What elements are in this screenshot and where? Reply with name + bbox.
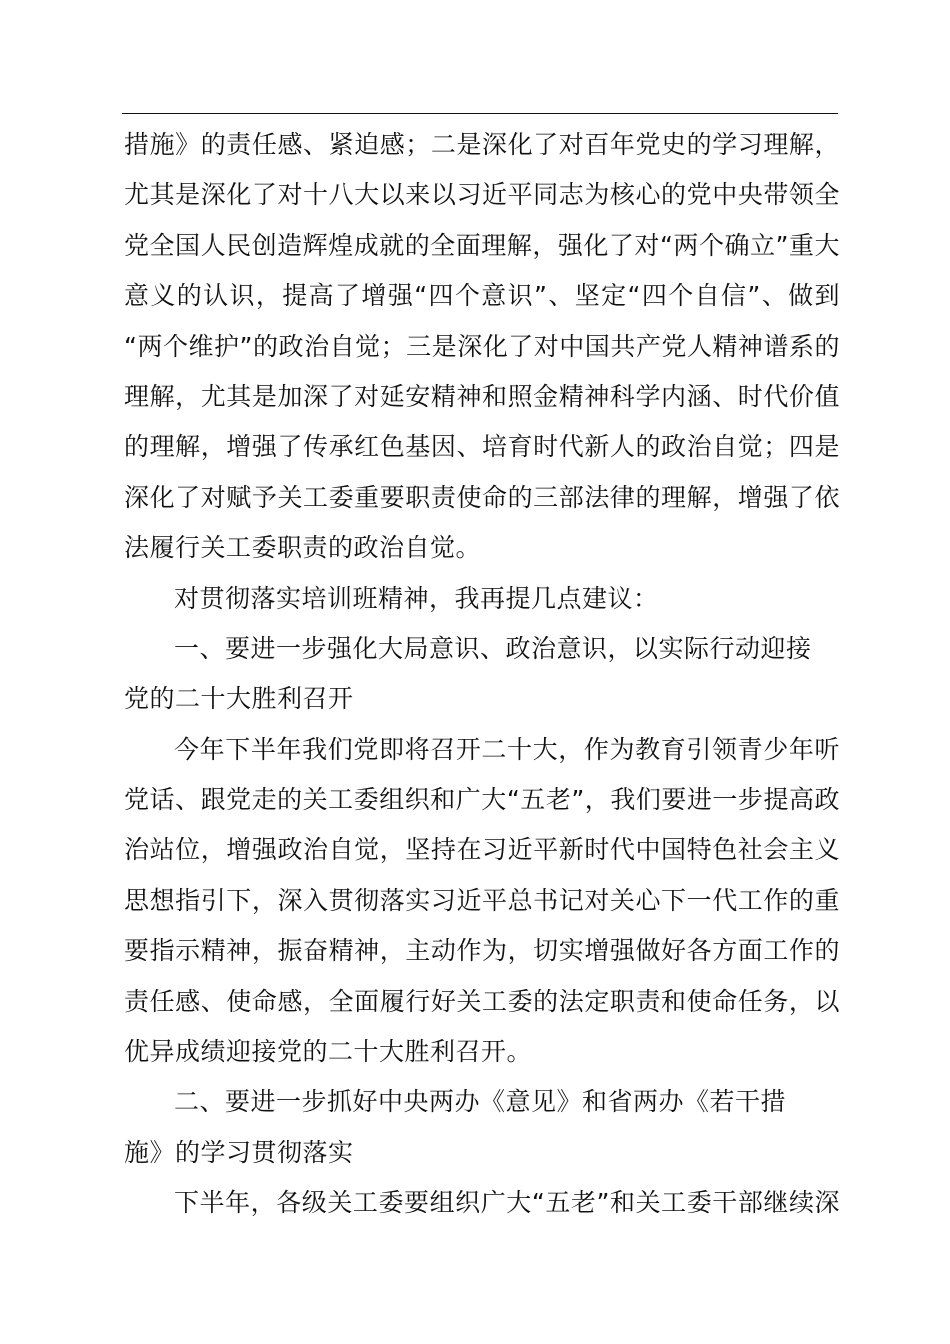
text-line: 责任感、使命感，全面履行好关工委的法定职责和使命任务，以: [124, 986, 840, 1016]
section-heading: 党的二十大胜利召开: [124, 684, 354, 714]
text-line: 要指示精神，振奋精神，主动作为，切实增强做好各方面工作的: [124, 936, 840, 966]
header-rule: [122, 113, 838, 114]
text-line: 今年下半年我们党即将召开二十大，作为教育引领青少年听: [174, 734, 840, 764]
text-line: 优异成绩迎接党的二十大胜利召开。: [124, 1037, 533, 1067]
section-heading: 一、要进一步强化大局意识、政治意识，以实际行动迎接: [174, 633, 812, 663]
text-line: 的理解，增强了传承红色基因、培育时代新人的政治自觉；四是: [124, 432, 840, 462]
text-line: 尤其是深化了对十八大以来以习近平同志为核心的党中央带领全: [124, 180, 840, 210]
text-line: 下半年，各级关工委要组织广大“五老”和关工委干部继续深: [174, 1188, 840, 1218]
text-line: 意义的认识，提高了增强“四个意识”、坚定“四个自信”、做到: [124, 281, 840, 311]
text-line: 党话、跟党走的关工委组织和广大“五老”，我们要进一步提高政: [124, 785, 840, 815]
text-line: 措施》的责任感、紧迫感；二是深化了对百年党史的学习理解，: [124, 130, 840, 159]
section-heading: 二、要进一步抓好中央两办《意见》和省两办《若干措: [174, 1087, 787, 1117]
section-heading: 施》的学习贯彻落实: [124, 1137, 354, 1167]
text-line: 治站位，增强政治自觉，坚持在习近平新时代中国特色社会主义: [124, 835, 840, 865]
text-line: 法履行关工委职责的政治自觉。: [124, 533, 482, 563]
text-line: 理解，尤其是加深了对延安精神和照金精神科学内涵、时代价值: [124, 381, 840, 411]
body-text: [124, 120, 840, 1229]
text-line: 党全国人民创造辉煌成就的全面理解，强化了对“两个确立”重大: [124, 230, 840, 260]
text-line: 思想指引下，深入贯彻落实习近平总书记对关心下一代工作的重: [124, 885, 840, 915]
text-line: 深化了对赋予关工委重要职责使命的三部法律的理解，增强了依: [124, 482, 840, 512]
text-line: 对贯彻落实培训班精神，我再提几点建议：: [174, 583, 659, 613]
text-line: “两个维护”的政治自觉；三是深化了对中国共产党人精神谱系的: [124, 331, 840, 361]
